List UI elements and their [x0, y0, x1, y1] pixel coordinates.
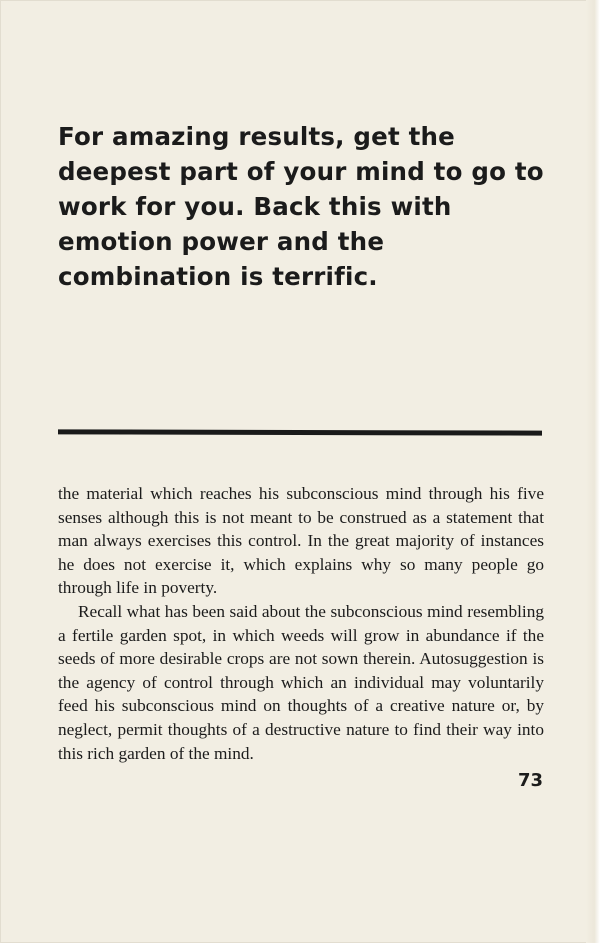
body-text — [58, 482, 544, 765]
page-number: 73 — [518, 770, 544, 791]
paragraph: Recall what has been said about the subconscious mind resembling a fertile garden spot, in which weeds will grow in abundance if the seeds of more desirable crops are not sown therein. Autosuggestion is the agency of control through which an individual may voluntarily feed his subconscious mind on thoughts of a creative nature or, by neglect, permit thoughts of a destructive nature to find their way into this rich garden of the mind. — [58, 601, 544, 763]
page-edge — [586, 0, 600, 943]
pull-quote: For amazing results, get the deepest part of your mind to go to work for you. Back this with emotion power and the combination is terrific. — [58, 122, 544, 291]
paragraph: the material which reaches his subconscious mind through his five senses although this is not meant to be construed as a statement that man always exercises this control. In the great majority of instances he does not exercise it, which explains why so many people go through life in poverty. — [58, 484, 544, 598]
divider-rule — [58, 429, 542, 435]
